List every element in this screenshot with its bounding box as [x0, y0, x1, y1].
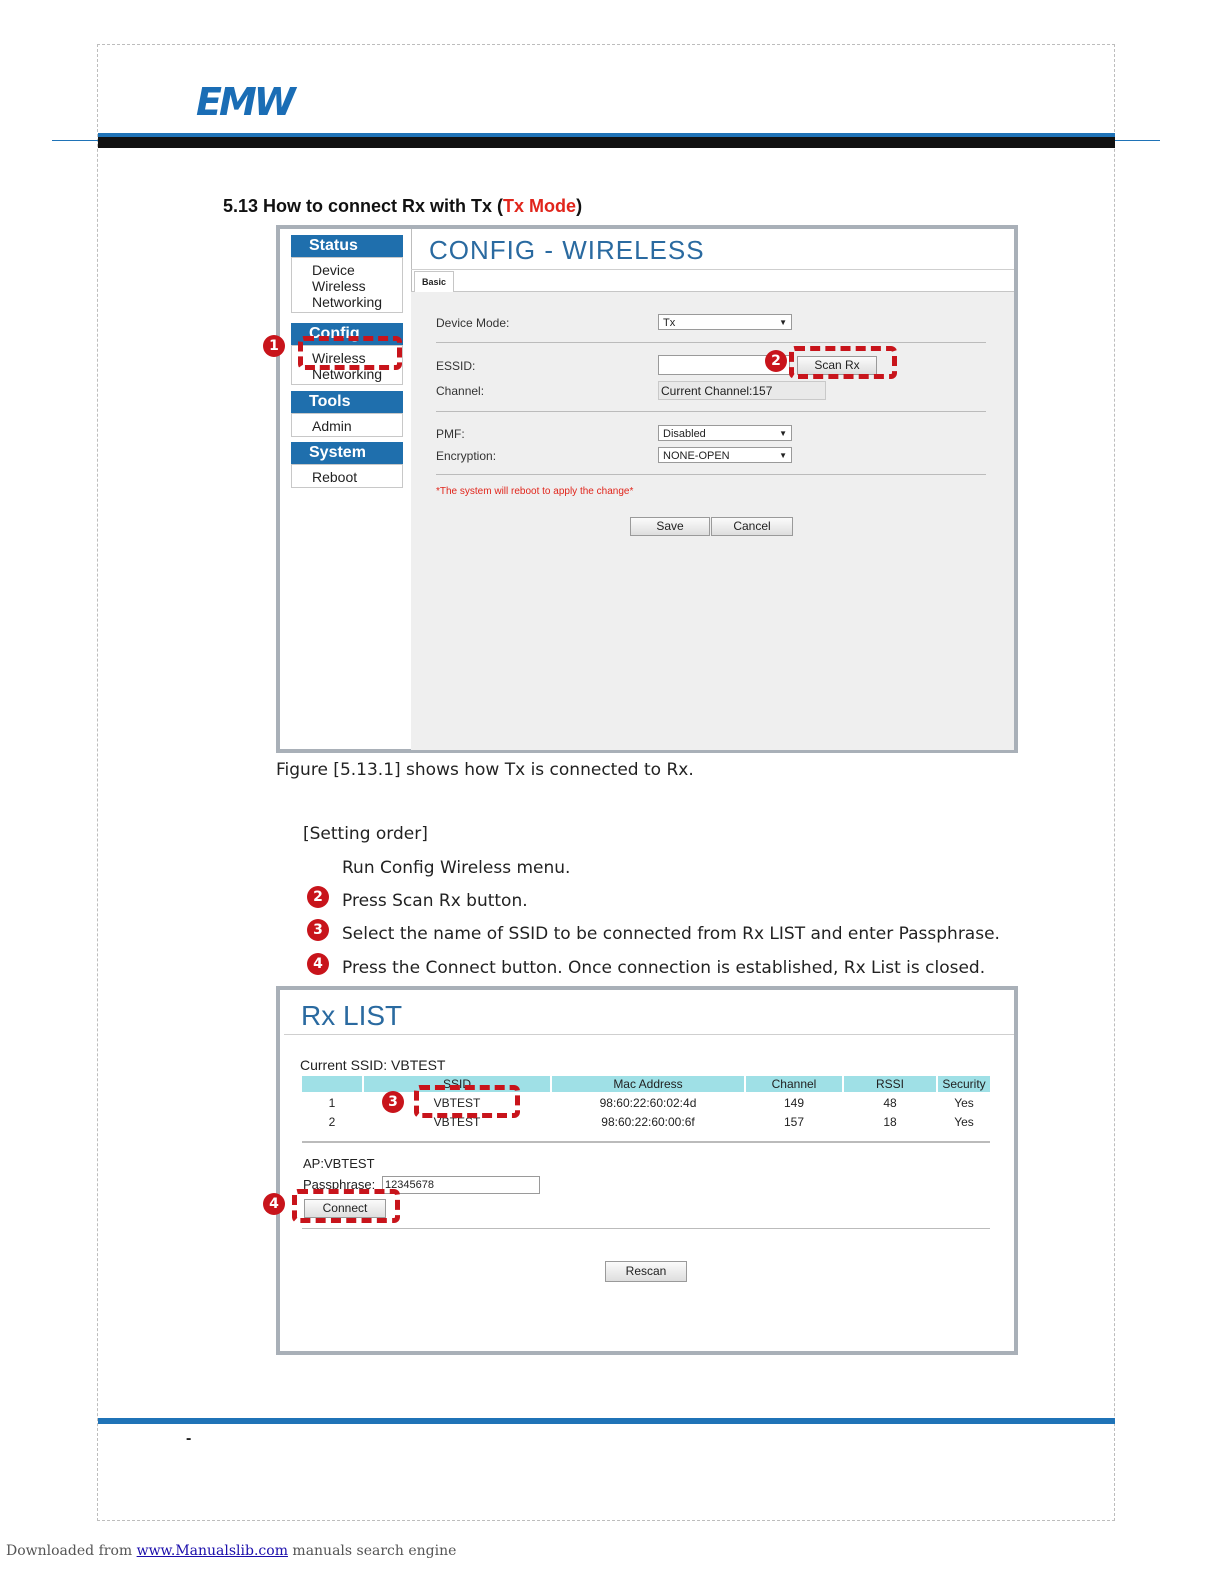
tab-basic[interactable]: Basic — [414, 271, 454, 292]
cell-ssid[interactable]: VBTEST — [433, 1115, 481, 1129]
step-1-text: Run Config Wireless menu. — [342, 858, 571, 878]
nav-config-networking[interactable]: Networking — [312, 366, 383, 382]
header-rule-right — [1115, 140, 1160, 141]
nav-config-wireless[interactable]: Wireless — [312, 350, 366, 366]
section-title-suffix: ) — [576, 196, 583, 216]
pmf-value: Disabled — [663, 428, 706, 440]
column-header-security: Security — [938, 1076, 990, 1092]
marker-outline-ssid — [414, 1085, 520, 1118]
nav-tools-title[interactable]: Tools — [291, 391, 403, 413]
cell-mac: 98:60:22:60:02:4d — [599, 1096, 697, 1110]
emw-logo: EMW — [196, 80, 293, 124]
section-title-mode: Tx Mode — [503, 196, 577, 216]
passphrase-label: Passphrase: — [303, 1177, 376, 1192]
download-note-suffix: manuals search engine — [287, 1543, 457, 1559]
rx-list-screenshot — [276, 986, 1018, 1355]
step-2-marker: 2 — [307, 886, 329, 908]
title-rule — [411, 269, 1014, 270]
divider — [302, 1141, 990, 1143]
device-mode-value: Tx — [663, 317, 676, 329]
download-note — [6, 1543, 456, 1559]
column-header-ssid: SSID — [364, 1076, 550, 1092]
step-2-text: Press Scan Rx button. — [342, 891, 528, 911]
column-header-channel: Channel — [746, 1076, 842, 1092]
marker-2: 2 — [765, 350, 787, 372]
figure-caption: Figure [5.13.1] shows how Tx is connected to Rx. — [276, 760, 694, 780]
rescan-button[interactable]: Rescan — [605, 1261, 687, 1282]
scan-rx-button[interactable]: Scan Rx — [797, 356, 877, 375]
step-4-marker: 4 — [307, 953, 329, 975]
nav-status-title[interactable]: Status — [291, 235, 403, 257]
connect-button[interactable]: Connect — [304, 1199, 386, 1218]
reboot-note: *The system will reboot to apply the change* — [436, 486, 634, 497]
encryption-select[interactable] — [658, 447, 792, 463]
divider — [436, 474, 986, 475]
ap-label: AP:VBTEST — [303, 1156, 375, 1171]
nav-status-group — [291, 257, 403, 313]
nav-status-wireless[interactable]: Wireless — [312, 278, 366, 294]
cell-mac: 98:60:22:60:00:6f — [601, 1115, 695, 1129]
current-ssid: Current SSID: VBTEST — [300, 1057, 446, 1073]
divider — [302, 1228, 990, 1229]
rx-table — [302, 1076, 990, 1136]
step-4-text: Press the Connect button. Once connection is established, Rx List is closed. — [342, 958, 986, 978]
cell-rssi: 18 — [883, 1115, 897, 1129]
footer-bar — [98, 1418, 1115, 1424]
divider — [436, 342, 986, 343]
device-mode-select[interactable] — [658, 314, 792, 330]
cancel-button[interactable]: Cancel — [711, 517, 793, 536]
nav-system-reboot[interactable]: Reboot — [312, 469, 358, 485]
marker-4: 4 — [263, 1193, 285, 1215]
column-header-rssi: RSSI — [844, 1076, 936, 1092]
device-mode-label: Device Mode: — [436, 316, 510, 330]
step-3-text: Select the name of SSID to be connected from Rx LIST and enter Passphrase. — [342, 924, 1000, 944]
save-button[interactable]: Save — [630, 517, 710, 536]
marker-1: 1 — [263, 335, 285, 357]
nav-system-title[interactable]: System — [291, 442, 403, 464]
channel-label: Channel: — [436, 384, 485, 398]
column-header-index — [302, 1076, 362, 1092]
nav-tools-admin[interactable]: Admin — [312, 418, 352, 434]
chevron-down-icon: ▼ — [779, 429, 787, 438]
nav-system-group — [291, 464, 403, 488]
marker-outline-connect — [292, 1189, 400, 1223]
download-note-prefix: Downloaded from — [6, 1543, 137, 1559]
encryption-label: Encryption: — [436, 449, 497, 463]
nav-tools-group — [291, 413, 403, 437]
column-header-mac: Mac Address — [552, 1076, 744, 1092]
cell-index: 1 — [328, 1096, 336, 1110]
section-title — [223, 196, 582, 217]
setting-order-heading: [Setting order] — [303, 824, 428, 844]
divider — [436, 411, 986, 412]
section-title-prefix: 5.13 How to connect Rx with Tx ( — [223, 196, 504, 216]
current-channel-field: Current Channel:157 — [658, 381, 826, 400]
nav-status-networking[interactable]: Networking — [312, 294, 383, 310]
marker-3: 3 — [382, 1091, 404, 1113]
page-number-dash: - — [186, 1430, 192, 1447]
cell-ssid[interactable]: VBTEST — [433, 1096, 481, 1110]
cell-rssi: 48 — [883, 1096, 897, 1110]
left-nav — [280, 229, 412, 749]
pmf-select[interactable] — [658, 425, 792, 441]
config-page-title: CONFIG - WIRELESS — [429, 235, 705, 265]
manualslib-link[interactable]: www.Manualslib.com — [136, 1543, 288, 1559]
chevron-down-icon: ▼ — [779, 318, 787, 327]
cell-channel: 157 — [783, 1115, 805, 1129]
cell-security: Yes — [954, 1096, 974, 1110]
pmf-label: PMF: — [436, 427, 465, 441]
cell-channel: 149 — [783, 1096, 805, 1110]
essid-label: ESSID: — [436, 359, 476, 373]
chevron-down-icon: ▼ — [779, 451, 787, 460]
rx-list-title: Rx LIST — [301, 1000, 403, 1031]
config-wireless-screenshot — [276, 225, 1018, 753]
marker-outline-wireless — [298, 336, 402, 370]
nav-status-device[interactable]: Device — [312, 262, 355, 278]
header-bar-black — [98, 137, 1115, 148]
marker-outline-scan-rx — [789, 346, 897, 379]
title-rule — [284, 1034, 1014, 1035]
passphrase-input[interactable]: 12345678 — [382, 1176, 540, 1194]
nav-config-title[interactable]: Config — [291, 323, 403, 345]
cell-security: Yes — [954, 1115, 974, 1129]
encryption-value: NONE-OPEN — [663, 450, 730, 462]
cell-index: 2 — [328, 1115, 336, 1129]
header-rule-left — [52, 140, 98, 141]
step-3-marker: 3 — [307, 919, 329, 941]
